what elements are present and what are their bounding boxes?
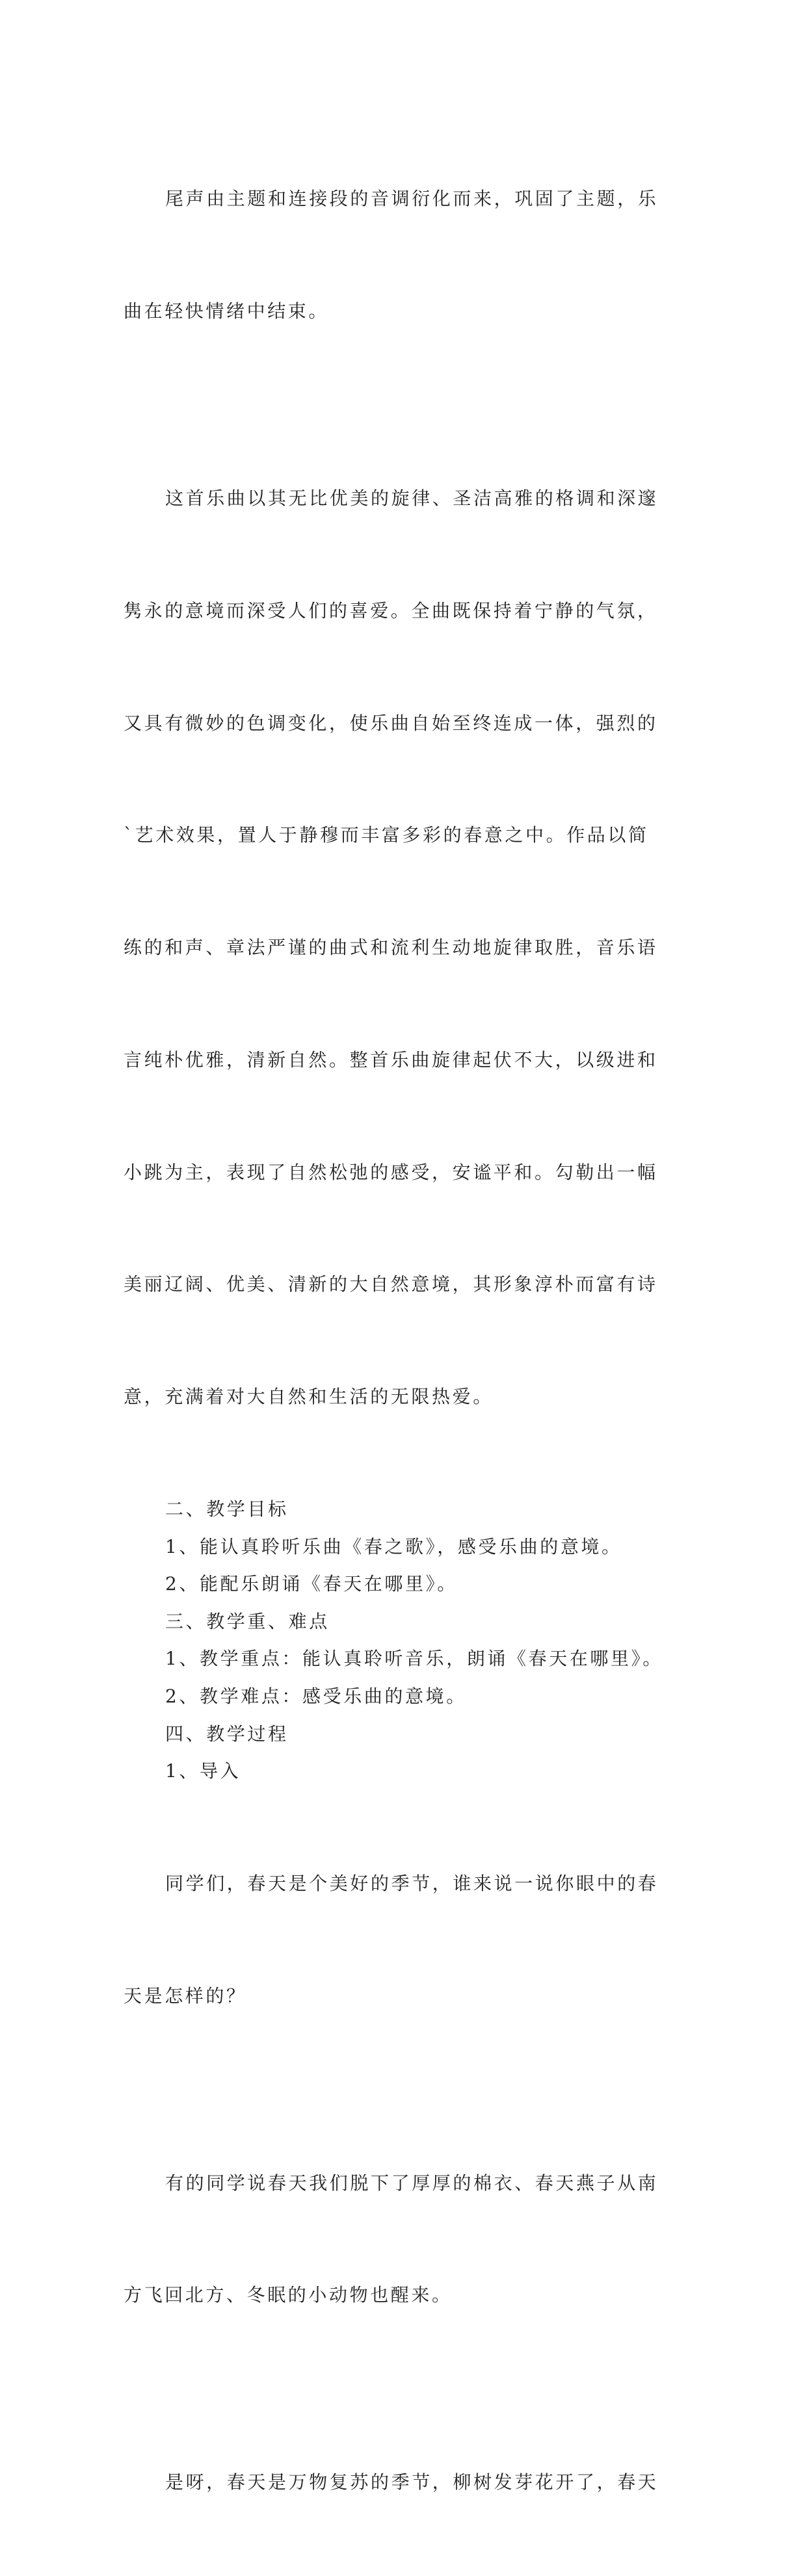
- text-line: 练的和声、章法严谨的曲式和流利生动地旋律取胜，音乐语: [124, 937, 658, 959]
- list-item-key-point: 1、教学重点：能认真聆听音乐，朗诵《春天在哪里》。: [165, 1648, 663, 1670]
- paragraph-description: [124, 405, 689, 1490]
- paragraph-student-answers: [124, 2089, 689, 2389]
- text-line: 同学们，春天是个美好的季节，谁来说一说你眼中的春: [165, 1872, 659, 1894]
- text-line: 意，充满着对大自然和生活的无限热爱。: [124, 1386, 494, 1408]
- document-body: [124, 105, 689, 2576]
- text-line: 又具有微妙的色调变化，使乐曲自始至终连成一体，强烈的: [124, 712, 658, 734]
- text-line: 美丽辽阔、优美、清新的大自然意境，其形象淳朴而富有诗: [124, 1273, 658, 1295]
- list-item-goal-2: 2、能配乐朗诵《春天在哪里》。: [165, 1573, 458, 1595]
- section-heading-teaching-goals: 二、教学目标: [165, 1498, 289, 1520]
- text-line: 小跳为主，表现了自然松弛的感受，安谧平和。勾勒出一幅: [124, 1161, 658, 1183]
- list-item-difficult-point: 2、教学难点：感受乐曲的意境。: [165, 1685, 467, 1707]
- text-line: 天是怎样的？: [124, 1984, 247, 2007]
- section-heading-teaching-process: 四、教学过程: [165, 1723, 289, 1745]
- paragraph-spring-revival: [124, 2389, 689, 2576]
- text-line: 曲在轻快情绪中结束。: [124, 300, 330, 322]
- text-line: 方飞回北方、冬眠的小动物也醒来。: [124, 2284, 453, 2306]
- paragraph-question: [124, 1790, 689, 2090]
- text-line: 这首乐曲以其无比优美的旋律、圣洁高雅的格调和深邃: [165, 487, 659, 509]
- paragraph-coda: [124, 105, 689, 405]
- text-line: 有的同学说春天我们脱下了厚厚的棉衣、春天燕子从南: [165, 2172, 659, 2194]
- text-line: `艺术效果，置人于静穆而丰富多彩的春意之中。作品以简: [124, 824, 649, 846]
- text-line: 言纯朴优雅，清新自然。整首乐曲旋律起伏不大，以级进和: [124, 1048, 658, 1071]
- text-line: 是呀，春天是万物复苏的季节，柳树发芽花开了，春天: [165, 2471, 659, 2493]
- text-line: 尾声由主题和连接段的音调衍化而来，巩固了主题，乐: [165, 188, 659, 210]
- text-line: 隽永的意境而深受人们的喜爱。全曲既保持着宁静的气氛，: [124, 599, 658, 621]
- list-item-introduction: 1、导入: [165, 1760, 241, 1782]
- list-item-goal-1: 1、能认真聆听乐曲《春之歌》，感受乐曲的意境。: [165, 1535, 622, 1557]
- section-heading-key-points: 三、教学重、难点: [165, 1610, 330, 1632]
